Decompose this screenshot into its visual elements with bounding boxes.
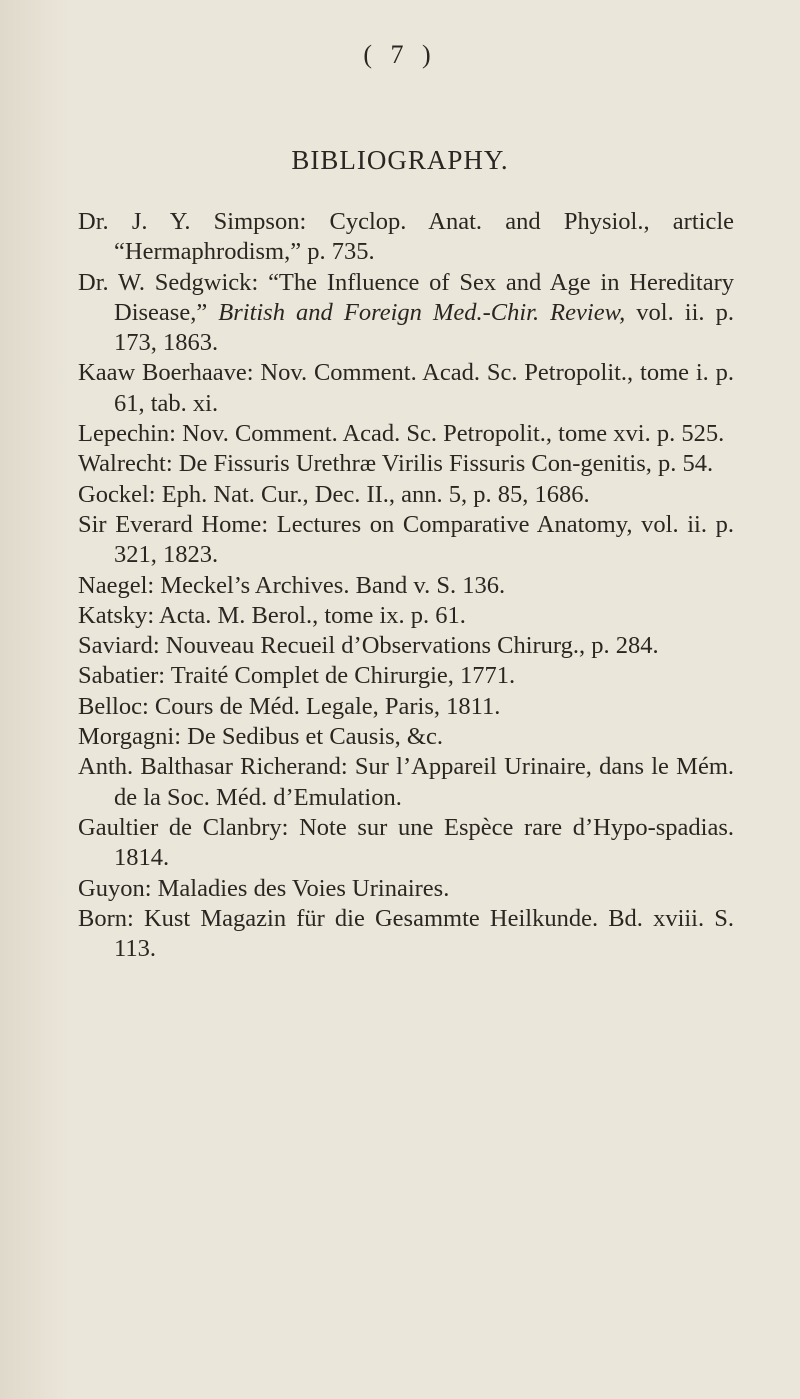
bibliography-entry: Kaaw Boerhaave: Nov. Comment. Acad. Sc. Petropolit., tome i. p. 61, tab. xi.	[78, 359, 734, 417]
entry-author: Gaultier de Clanbry	[78, 813, 282, 841]
bibliography-entry: Dr. W. Sedgwick: “The Influence of Sex and Age in Hereditary Disease,” British and Foreign Med.-Chir. Review, vol. ii. p. 173, 1863.	[78, 268, 735, 357]
entry-text: De Sedibus et Causis, &c.	[187, 723, 443, 751]
bibliography-entry: Born: Kust Magazin für die Gesammte Heilkunde. Bd. xviii. S. 113.	[78, 904, 734, 963]
entry-text: De Fissuris Urethræ Virilis Fissuris Con-genitis, p. 54.	[178, 450, 714, 478]
entry-author: Dr. J. Y. Simpson	[78, 208, 300, 235]
entry-text: Nov. Comment. Acad. Sc. Petropolit., tome i. p. 61, tab. xi.	[114, 359, 734, 417]
entry-text: Cours de Méd. Legale, Paris, 1811.	[154, 692, 501, 720]
bibliography-entry: Sabatier: Traité Complet de Chirurgie, 1771.	[78, 662, 516, 690]
entry-text: Acta. M. Berol., tome ix. p. 61.	[159, 601, 466, 629]
bibliography-entry: Guyon: Maladies des Voies Urinaires.	[78, 874, 450, 902]
entry-text: Cyclop. Anat. and Physiol., article “Hermaphrodism,” p. 735.	[114, 208, 735, 266]
entry-text: Kust Magazin für die Gesammte Heilkunde. Bd. xviii. S. 113.	[114, 904, 734, 963]
entry-author: Saviard	[78, 632, 153, 660]
bibliography-entry: Belloc: Cours de Méd. Legale, Paris, 1811.	[78, 692, 501, 720]
entry-journal: British and Foreign Med.-Chir. Review,	[218, 298, 626, 326]
entry-author: Kaaw Boerhaave	[78, 359, 247, 387]
bibliography-entry: Dr. J. Y. Simpson: Cyclop. Anat. and Physiol., article “Hermaphrodism,” p. 735.	[78, 208, 735, 266]
entry-text: Eph. Nat. Cur., Dec. II., ann. 5, p. 85, 1686.	[161, 480, 590, 508]
entry-text: Nouveau Recueil d’Observations Chirurg., p. 284.	[165, 632, 659, 660]
page-shadow	[0, 0, 70, 1399]
bibliography-entry: Lepechin: Nov. Comment. Acad. Sc. Petropolit., tome xvi. p. 525.	[78, 420, 725, 448]
entry-text: Meckel’s Archives. Band v. S. 136.	[160, 571, 506, 599]
bibliography-entry: Sir Everard Home: Lectures on Comparative Anatomy, vol. ii. p. 321, 1823.	[78, 510, 734, 569]
entry-text: Note sur une Espèce rare d’Hypo-spadias. 1814.	[114, 813, 735, 872]
entry-author: Lepechin	[78, 420, 170, 448]
entry-author: Sabatier	[78, 662, 159, 690]
entry-author: Morgagni	[78, 723, 175, 751]
bibliography-entry: Morgagni: De Sedibus et Causis, &c.	[78, 723, 443, 751]
entry-author: Walrecht	[78, 450, 166, 478]
entry-text: Lectures on Comparative Anatomy, vol. ii. p. 321, 1823.	[114, 510, 734, 569]
entry-author: Naegel	[78, 571, 148, 599]
page-title: BIBLIOGRAPHY.	[291, 145, 509, 175]
entry-author: Guyon	[78, 874, 145, 902]
entry-author: Gockel	[78, 480, 149, 508]
bibliography-list	[78, 207, 734, 964]
entry-text: Traité Complet de Chirurgie, 1771.	[170, 662, 516, 690]
entry-text: vol. ii. p. 173, 1863.	[114, 298, 734, 357]
entry-text: Nov. Comment. Acad. Sc. Petropolit., tome xvi. p. 525.	[182, 420, 725, 448]
bibliography-entry: Walrecht: De Fissuris Urethræ Virilis Fissuris Con-genitis, p. 54.	[78, 450, 714, 478]
entry-text: Sur l’Appareil Urinaire, dans le Mém. de la Soc. Méd. d’Emulation.	[114, 753, 735, 811]
entry-author: Sir Everard Home	[78, 510, 262, 538]
entry-author: Born	[78, 904, 127, 932]
bibliography-entry: Katsky: Acta. M. Berol., tome ix. p. 61.	[78, 601, 466, 629]
entry-text: “The Influence of Sex and Age in Hereditary Disease,”	[114, 268, 735, 326]
bibliography-entry: Gaultier de Clanbry: Note sur une Espèce rare d’Hypo-spadias. 1814.	[78, 813, 735, 872]
entry-author: Anth. Balthasar Richerand	[78, 753, 341, 781]
entry-author: Belloc	[78, 692, 142, 720]
entry-author: Katsky	[78, 601, 148, 629]
bibliography-entry: Saviard: Nouveau Recueil d’Observations Chirurg., p. 284.	[78, 632, 659, 660]
entry-author: Dr. W. Sedgwick	[78, 268, 252, 296]
bibliography-entry: Anth. Balthasar Richerand: Sur l’Appareil Urinaire, dans le Mém. de la Soc. Méd. d’Emulation.	[78, 753, 735, 811]
page-number: ( 7 )	[363, 40, 437, 69]
bibliography-entry: Naegel: Meckel’s Archives. Band v. S. 136.	[78, 571, 506, 599]
entry-text: Maladies des Voies Urinaires.	[157, 874, 450, 902]
bibliography-entry: Gockel: Eph. Nat. Cur., Dec. II., ann. 5, p. 85, 1686.	[78, 480, 590, 508]
